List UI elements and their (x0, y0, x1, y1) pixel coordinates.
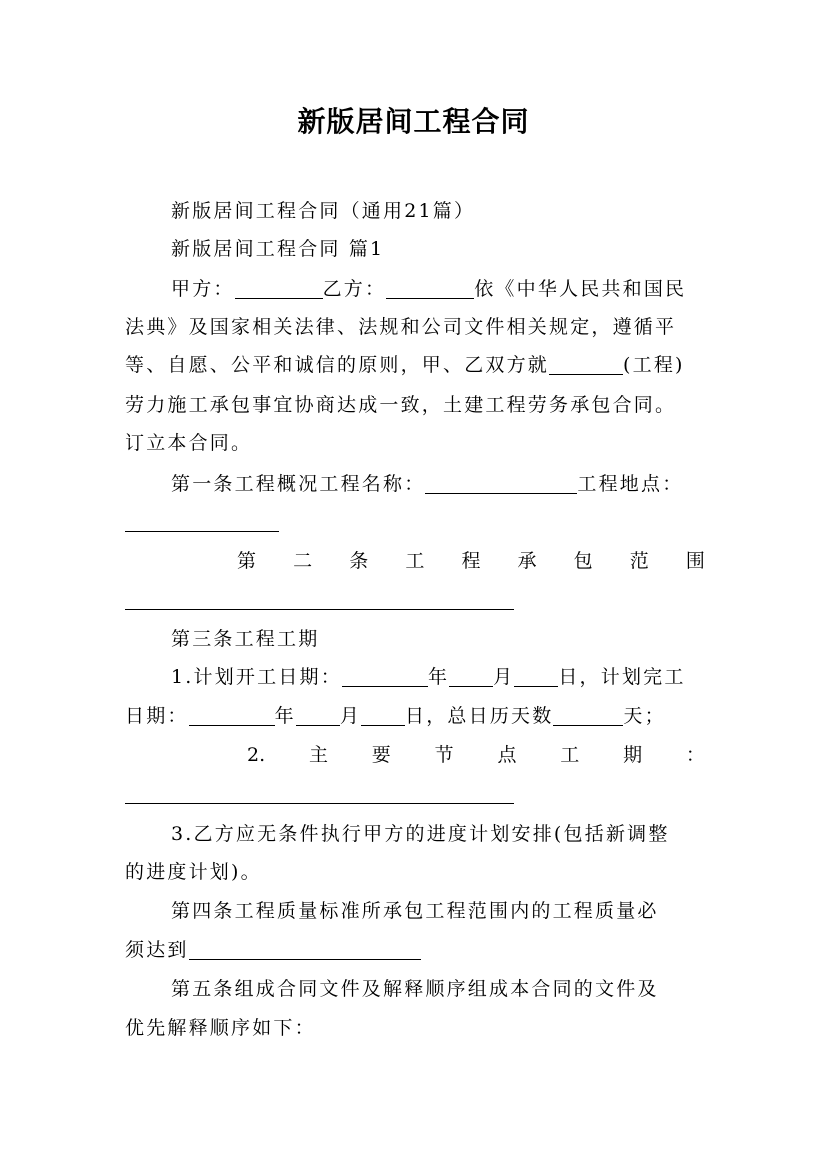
start-day-blank (514, 660, 558, 687)
item-2-char: 2. (247, 744, 266, 766)
article-5-line-2: 优先解释顺序如下： (125, 1017, 316, 1039)
item-2-char: 期 (623, 744, 643, 766)
paragraph-text: 等、自愿、公平和诚信的原则，甲、乙双方就 (125, 354, 550, 376)
article-2-char: 范 (629, 550, 649, 572)
article-1-name-label: 第一条工程概况工程名称： (171, 473, 426, 495)
article-3-item-3: 3.乙方应无条件执行甲方的进度计划安排(包括新调整 (171, 823, 670, 845)
item-2-char: ： (685, 744, 705, 766)
paragraph-line: 法典》及国家相关法律、法规和公司文件相关规定，遵循平 (125, 316, 677, 338)
start-date-label: 1.计划开工日期： (171, 666, 342, 688)
item-2-char: 要 (371, 744, 391, 766)
year-label: 年 (274, 705, 296, 727)
paragraph-subtitle: 新版居间工程合同（通用21篇） (171, 200, 476, 222)
scope-blank-line (125, 581, 705, 619)
end-year-blank (189, 699, 275, 726)
article-2-char: 包 (573, 550, 593, 572)
month-label: 月 (339, 705, 362, 727)
article-3-item-3-line-2: 的进度计划)。 (125, 861, 262, 883)
article-2-char: 二 (293, 550, 313, 572)
milestone-blank-line (125, 775, 705, 813)
paragraph-text: (工程) (623, 354, 685, 376)
article-2-char: 条 (349, 550, 369, 572)
party-b-label: 乙方： (322, 278, 387, 300)
project-blank (549, 348, 623, 375)
parties-text: 依《中华人民共和国民 (474, 278, 687, 300)
document-title: 新版居间工程合同 (297, 105, 530, 138)
start-year-blank (342, 660, 428, 687)
milestone-blank (125, 777, 514, 804)
paragraph-chapter: 新版居间工程合同 篇1 (171, 238, 385, 260)
paragraph-parties (125, 270, 705, 308)
year-label: 年 (427, 666, 450, 688)
day-label: 日，计划完工 (558, 666, 686, 688)
article-5: 第五条组成合同文件及解释顺序组成本合同的文件及 (171, 978, 659, 1000)
project-location-blank (125, 505, 279, 532)
party-a-blank (235, 272, 323, 299)
article-1-location-label: 工程地点： (577, 473, 684, 495)
party-a-label: 甲方： (171, 278, 235, 300)
item-2-char: 点 (497, 744, 517, 766)
item-2-char: 主 (308, 744, 328, 766)
item-2-char: 工 (560, 744, 580, 766)
month-label: 月 (493, 666, 515, 688)
article-3-title: 第三条工程工期 (171, 628, 320, 650)
article-2-char: 第 (237, 550, 257, 572)
days-unit: 天； (623, 705, 666, 727)
paragraph-line: 订立本合同。 (125, 432, 253, 454)
item-2-char: 节 (434, 744, 454, 766)
article-2 (125, 542, 705, 580)
end-date-label: 日期： (125, 705, 189, 727)
scope-blank (125, 583, 514, 610)
article-3-item-1-line-2 (125, 697, 705, 735)
article-1 (125, 465, 705, 503)
end-day-blank (361, 699, 405, 726)
total-days-blank (553, 699, 623, 726)
project-location-blank-line (125, 503, 705, 541)
article-2-char: 围 (685, 550, 705, 572)
quality-blank (189, 933, 421, 960)
paragraph-line: 劳力施工承包事宜协商达成一致，土建工程劳务承包合同。 (125, 394, 677, 416)
start-month-blank (449, 660, 493, 687)
article-4: 第四条工程质量标准所承包工程范围内的工程质量必 (171, 900, 659, 922)
article-2-char: 承 (517, 550, 537, 572)
article-3-item-1 (125, 658, 705, 696)
quality-label: 须达到 (125, 939, 189, 961)
total-days-label: 日，总日历天数 (405, 705, 554, 727)
article-2-char: 工 (405, 550, 425, 572)
paragraph-line (125, 346, 705, 384)
end-month-blank (296, 699, 340, 726)
project-name-blank (425, 467, 577, 494)
article-3-item-2 (125, 736, 705, 774)
article-2-char: 程 (461, 550, 481, 572)
party-b-blank (386, 272, 474, 299)
article-4-line-2 (125, 931, 705, 969)
